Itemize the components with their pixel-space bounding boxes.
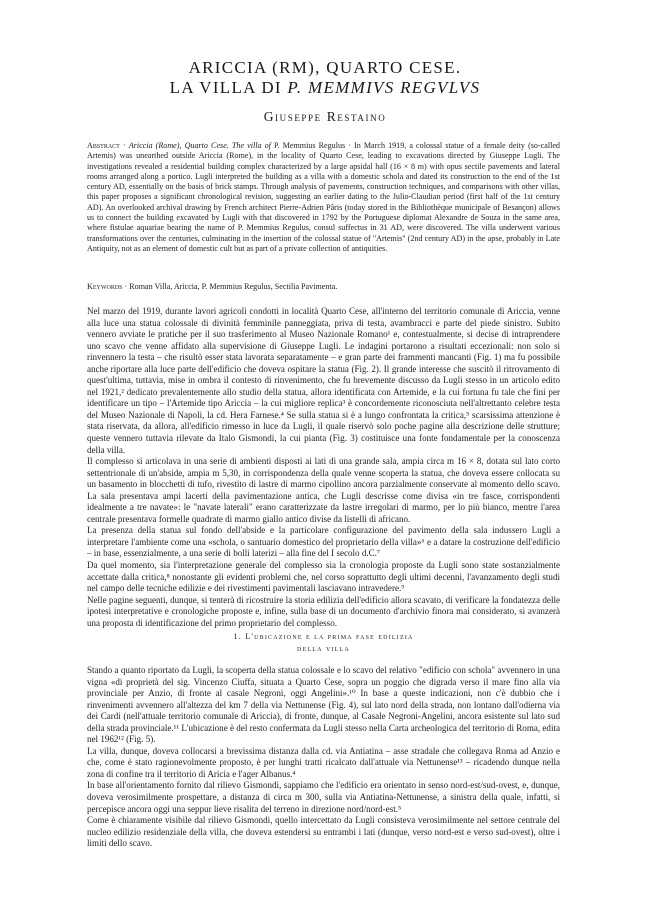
title-prefix: LA VILLA DI (169, 78, 288, 97)
section-heading-line2: della villa (297, 643, 350, 653)
article-title-line2 (0, 78, 650, 98)
article-title-line1: ARICCIA (RM), QUARTO CESE. (188, 58, 462, 77)
intro-paragraph-5: Nelle pagine seguenti, dunque, si tenterà di ricostruire la storia edilizia dell'edificio allora scavato, di verificare la fondatezza delle ipotesi interpretative e cronologiche proposte e, infine, sulla base di un documento d'archivio finora mai considerato, si avanzerà una proposta di identificazione del primo proprietario del complesso. (87, 594, 560, 628)
section-heading-line1: 1. L'ubicazione e la prima fase edilizia (233, 632, 414, 641)
keywords-label: Keywords (87, 282, 123, 291)
abstract: Abstract · Ariccia (Rome), Quarto Cese. The villa of P. Memmius Regulus · In March 1919, a colossal statue of a female deity (so-called Artemis) was unearthed outside Ariccia (Rome), in the locality of Quarto Cese, leading to excavations directed by Giuseppe Lugli. The investigations revealed a residential building complex characterized by a large apsidal hall (16 × 8 m) with opus sectile pavements and lateral rooms arranged along a portico. Lugli interpreted the building as a villa with a domestic schola and dated its construction to the end of the 1st century AD, essentially on the basis of brick stamps. Through analysis of pavements, construction techniques, and comparisons with other villas, this paper proposes a significant chronological revision, suggesting an earlier dating to the Julio-Claudian period (first half of the 1st century AD). An overlooked archival drawing by French architect Pierre-Adrien Pâris (today stored in the Bibliothèque municipale of Besançon) allows us to connect the building excavated by Lugli with that discovered in 1792 by the Portuguese diplomat Alexandre de Souza in the same area, where fistulae aquariae bearing the name of P. Memmius Regulus, consul suffectus in 31 AD, were discovered. The villa underwent various transformations over the centuries, culminating in the insertion of the colossal statue of "Artemis" (2nd century AD) in the apse, probably in Late Antiquity, not as an element of domestic cult but as part of a private collection of antiquities. (87, 141, 560, 253)
section1-body (87, 665, 560, 850)
intro-paragraph-1: Nel marzo del 1919, durante lavori agricoli condotti in località Quarto Cese, all'interno del territorio comunale di Ariccia, venne alla luce una statua colossale di divinità femminile panneggiata, priva di testa, avambracci e parte del piede sinistro. Subito vennero avviate le pratiche per il suo trasferimento al Museo Nazionale Romano¹ e, contestualmente, si decise di intraprendere uno scavo che venne affidato alla supervisione di Giuseppe Lugli. Le indagini portarono a risultati eccezionali: non solo si rinvennero la testa – che risultò esser stata lavorata separatamente – e gran parte dei frammenti mancanti (Fig. 1) ma fu possibile anche riportare alla luce parte dell'edificio che doveva ospitare la statua (Fig. 2). Il grande interesse che suscitò il ritrovamento di quest'ultima, tuttavia, mise in ombra il contesto di rinvenimento, che fu brevemente discusso da Lugli stesso in un articolo edito nel 1921,² dedicato prevalentemente allo studio della statua, allora identificata con Artemide, e la cui fortuna fu tale che fini per identificare un tipo – l'Artemide tipo Ariccia – la cui migliore replica³ è concordemente riconosciuta nell'altrettanto celebre testa del Museo Nazionale di Napoli, la cd. Hera Farnese.⁴ Se sulla statua si è a lungo confrontata la critica,⁵ scarsissima attenzione è stata riservata, da allora, all'edificio rimesso in luce da Lugli, il quale riservò solo poche pagine alla descrizione delle strutture; queste vennero tuttavia rilevate da Italo Gismondi, la cui pianta (Fig. 3) costituisce una fonte fondamentale per la conoscenza della villa. (87, 306, 560, 455)
author-name: Giuseppe Restaino (263, 109, 387, 124)
intro-paragraph-4: Da quel momento, sia l'interpretazione generale del complesso sia la cronologia proposte da Lugli sono state sostanzialmente accettate dalla critica,⁸ nonostante gli evidenti problemi che, nel corso soprattutto degli ultimi decenni, l'avanzamento degli studi nel campo delle tecniche edilizie e dei rivestimenti pavimentali lasciavano intravedere.⁹ (87, 560, 560, 594)
intro-body (87, 306, 560, 629)
section1-paragraph-4: Come è chiaramente visibile dal rilievo Gismondi, quello intercettato da Lugli consisteva verosimilmente nel settore centrale del nucleo edilizio residenziale della villa, che doveva estendersi su entrambi i lati (dunque, verso nord-est e verso sud-ovest), oltre i limiti dello scavo. (87, 815, 560, 849)
abstract-title: Ariccia (Rome), Quarto Cese. The villa of (128, 141, 271, 150)
section1-paragraph-3: In base all'orientamento fornito dal rilievo Gismondi, sappiamo che l'edificio era orientato in senso nord-est/sud-ovest, e, dunque, doveva verosimilmente prospettare, a distanza di circa m 300, sulla via Antiatina-Nettunense, a sinistra della quale, infatti, si percepisce ancora oggi una seppur lieve risalita del terreno in direzione nord/nord-est.⁵ (87, 780, 560, 814)
abstract-label: Abstract (87, 141, 120, 150)
section1-paragraph-2: La villa, dunque, doveva collocarsi a brevissima distanza dalla cd. via Antiatina – asse stradale che collegava Roma ad Anzio e che, come è stato ragionevolmente proposto, è per lunghi tratti ricalcato dall'attuale via Nettunense¹³ – ricadendo dunque nella zona di confine tra il territorio di Aricia e l'ager Albanus.⁴ (87, 745, 560, 779)
keywords: Keywords · Roman Villa, Ariccia, P. Memmius Regulus, Sectilia Pavimenta. (87, 282, 338, 291)
section-heading (87, 631, 560, 654)
abstract-text: In March 1919, a colossal statue of a female deity (so-called Artemis) was unearthed outside Ariccia (Rome), in the locality of Quarto Cese, leading to excavations directed by Giuseppe Lugli. The investigations revealed a residential building complex characterized by a large apsidal hall (16 × 8 m) with opus sectile pavements and lateral rooms arranged along a portico. Lugli interpreted the building as a villa with a domestic schola and dated its construction to the end of the 1st century AD, essentially on the basis of brick stamps. Through analysis of pavements, construction techniques, and comparisons with other villas, this paper proposes a significant chronological revision, suggesting an earlier dating to the Julio-Claudian period (first half of the 1st century AD). An overlooked archival drawing by French architect Pierre-Adrien Pâris (today stored in the Bibliothèque municipale of Besançon) allows us to connect the building excavated by Lugli with that discovered in 1792 by the Portuguese diplomat Alexandre de Souza in the same area, where fistulae aquariae bearing the name of P. Memmius Regulus, consul suffectus in 31 AD, were discovered. The villa underwent various transformations over the centuries, culminating in the insertion of the colossal statue of "Artemis" (2nd century AD) in the apse, probably in Late Antiquity, not as an element of domestic cult but as part of a private collection of antiquities. (87, 141, 560, 253)
title-italic-name: P. MEMMIVS REGVLVS (287, 78, 481, 97)
keywords-text: Roman Villa, Ariccia, P. Memmius Regulus, Sectilia Pavimenta. (129, 282, 338, 291)
abstract-name: P. Memmius Regulus (273, 141, 346, 150)
intro-paragraph-2: Il complesso si articolava in una serie di ambienti disposti ai lati di una grande sala, ampia circa m 16 × 8, dotata sul lato corto settentrionale di un'abside, ampia m 5,30, in corrispondenza della quale venne scoperta la statua, che doveva essere collocata su un basamento in blocchetti di tufo, rivestito di lastre di marmo cipollino ancora parzialmente conservate al momento dello scavo. La sala presentava ampi lacerti della pavimentazione antica, che Lugli descrisse come divisa «in tre fasce, corrispondenti idealmente a tre navate»: le "navate laterali" erano caratterizzate da lastre irregolari di marmo, per lo più bianco, mentre l'area centrale presentava formelle quadrate di marmo giallo antico divise da listelli di africano. (87, 456, 560, 524)
section1-paragraph-1: Stando a quanto riportato da Lugli, la scoperta della statua colossale e lo scavo del relativo "edificio con schola" avvennero in una vigna «di proprietà del sig. Vincenzo Ciuffa, situata a Quarto Cese, sopra un poggio che digrada verso il mare fino alla via provinciale per Anzio, di fronte al casale Negroni, oggi Angelini».¹⁰ In base a queste indicazioni, non c'è dubbio che i rinvenimenti avvennero all'altezza del km 7 della via Nettunense (Fig. 4), sul lato nord della strada, non lontano dall'odierna via dei Cardi (nell'attuale territorio comunale di Ariccia), di fronte, dunque, al Casale Negroni-Angelini, ancora esistente sul lato sud della strada provinciale.¹¹ L'ubicazione è del resto confermata da Lugli stesso nella Carta archeologica del territorio di Roma, edita nel 1962¹² (Fig. 5). (87, 665, 560, 745)
intro-paragraph-3: La presenza della statua sul fondo dell'abside e la particolare configurazione del pavimento della sala indussero Lugli a interpretare l'ambiente come una «schola, o santuario domestico del proprietario della villa»⁶ e a datare la costruzione dell'edificio – in base, essenzialmente, a una serie di bolli laterizi – alla fine del I secolo d.C.⁷ (87, 525, 560, 559)
